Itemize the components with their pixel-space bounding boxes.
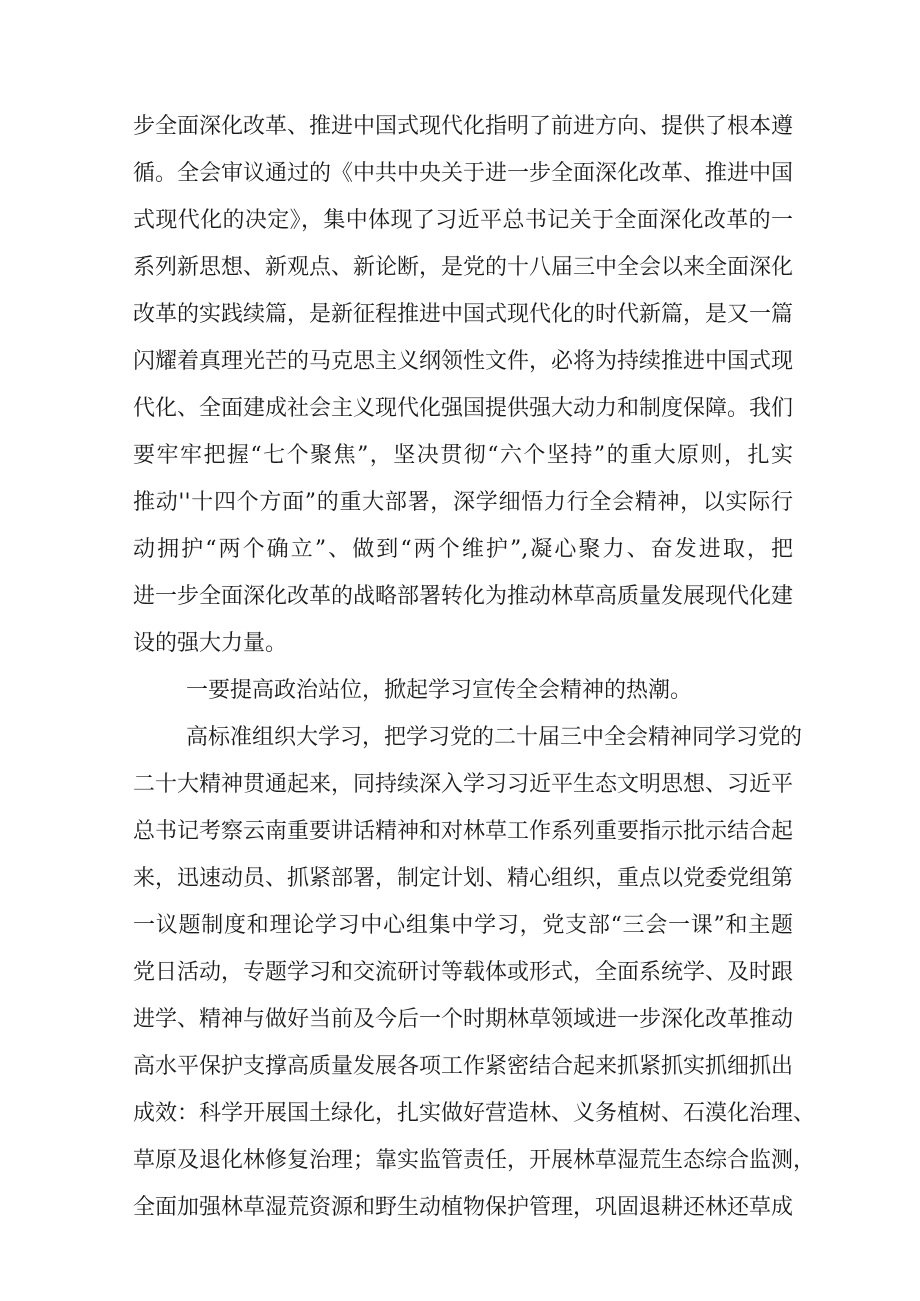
text-line: 成效：科学开展国土绿化，扎实做好营造林、义务植树、石漠化治理、	[133, 1101, 816, 1126]
text-line: 草原及退化林修复治理；靠实监管责任，开展林草湿荒生态综合监测，	[133, 1148, 816, 1173]
text-line: 进学、精神与做好当前及今后一个时期林草领域进一步深化改革推动	[133, 1007, 794, 1032]
text-line: 总书记考察云南重要讲话精神和对林草工作系列重要指示批示结合起	[133, 819, 794, 844]
text-line: 步全面深化改革、推进中国式现代化指明了前进方向、提供了根本遵	[133, 114, 794, 139]
text-line: 闪耀着真理光芒的马克思主义纲领性文件，必将为持续推进中国式现	[133, 349, 794, 374]
text-line: 设的强大力量。	[133, 631, 288, 656]
text-line: 高标准组织大学习，把学习党的二十届三中全会精神同学习党的	[186, 725, 803, 750]
text-line: 一议题制度和理论学习中心组集中学习，党支部“三会一课”和主题	[133, 913, 793, 938]
text-line: 式现代化的决定》，集中体现了习近平总书记关于全面深化改革的一	[133, 208, 793, 233]
text-line: 党日活动，专题学习和交流研讨等载体或形式，全面系统学、及时跟	[133, 960, 794, 985]
text-line: 动拥护“两个确立”、做到“两个维护”,凝心聚力、奋发进取，把	[133, 537, 793, 562]
text-line: 高水平保护支撑高质量发展各项工作紧密结合起来抓紧抓实抓细抓出	[133, 1054, 794, 1079]
section-heading: 一要提高政治站位，掀起学习宣传全会精神的热潮。	[186, 678, 693, 703]
text-line: 来，迅速动员、抓紧部署，制定计划、精心组织，重点以党委党组第	[133, 866, 794, 891]
text-line: 改革的实践续篇，是新征程推进中国式现代化的时代新篇，是又一篇	[133, 302, 794, 327]
text-line: 循。全会审议通过的《中共中央关于进一步全面深化改革、推进中国	[133, 161, 794, 186]
text-line: 全面加强林草湿荒资源和野生动植物保护管理，巩固退耕还林还草成	[133, 1195, 794, 1220]
text-line: 二十大精神贯通起来，同持续深入学习习近平生态文明思想、习近平	[133, 772, 794, 797]
text-line: 要牢牢把握“七个聚焦”，坚决贯彻“六个坚持”的重大原则，扎实	[133, 443, 793, 468]
text-line: 推动''十四个方面”的重大部署，深学细悟力行全会精神，以实际行	[133, 490, 793, 515]
text-line: 进一步全面深化改革的战略部署转化为推动林草高质量发展现代化建	[133, 584, 794, 609]
text-line: 系列新思想、新观点、新论断，是党的十八届三中全会以来全面深化	[133, 255, 794, 280]
text-line: 代化、全面建成社会主义现代化强国提供强大动力和制度保障。我们	[133, 396, 794, 421]
